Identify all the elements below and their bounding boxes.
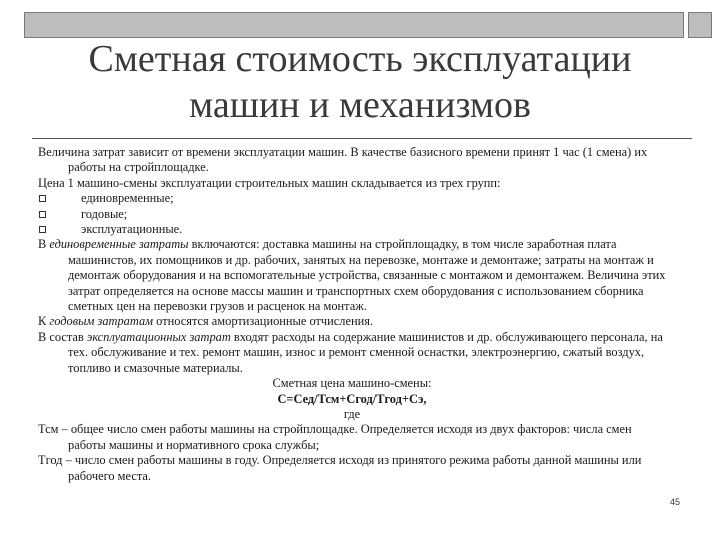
slide-body bbox=[38, 145, 666, 484]
text-prefix: В состав bbox=[38, 329, 87, 344]
formula: С=Сед/Тсм+Сгод/Тгод+Сэ, bbox=[277, 391, 427, 406]
paragraph-price-groups: Цена 1 машино-смены эксплуатации строительных машин складывается из трех групп: bbox=[38, 175, 501, 190]
text-prefix: К bbox=[38, 314, 50, 329]
list-item-label: эксплуатационные. bbox=[81, 222, 183, 237]
title-line-2: машин и механизмов bbox=[189, 84, 531, 126]
formula-caption: Сметная цена машино-смены: bbox=[272, 376, 432, 391]
square-bullet-icon bbox=[39, 226, 46, 233]
list-item bbox=[38, 207, 666, 222]
title-band bbox=[24, 12, 684, 38]
text-rest: включаются: доставка машины на стройплощадку, в том числе заработная плата машинистов, их помощников и др. рабочих, занятых на перевозке, монтаже и демонтаже; затраты на монтаж и демонтаж оборудования и на вспомогательные устройства, связанные с монтажом и демонтажем. Величина этих затрат определяется на основе массы машин и транспортных схем оборудования с использованием сборника сметных цен на перевозки грузов и расценок на монтаж. bbox=[68, 237, 666, 314]
slide-title bbox=[0, 36, 720, 128]
text-rest: входят расходы на содержание машинистов и др. обслуживающего персонала, на тех. обслуживание и тех. ремонт машин, износ и ремонт сменной оснастки, электроэнергию, сжатый воздух, топливо и смазочные материалы. bbox=[68, 329, 663, 375]
paragraph-annual-costs bbox=[38, 314, 666, 329]
paragraph-operating-costs bbox=[38, 330, 666, 376]
title-line-1: Сметная стоимость эксплуатации bbox=[88, 38, 632, 80]
title-divider bbox=[32, 138, 692, 139]
emphasis-term: эксплуатационных затрат bbox=[86, 329, 231, 344]
list-item-label: годовые; bbox=[81, 206, 128, 221]
paragraph-tsm-definition: Тсм – общее число смен работы машины на стройплощадке. Определяется исходя из двух факторов: числа смен работы машины и нормативного срока службы; bbox=[38, 422, 632, 452]
page-number: 45 bbox=[669, 497, 680, 507]
corner-block bbox=[688, 12, 712, 38]
formula-where: где bbox=[343, 406, 361, 421]
list-item-label: единовременные; bbox=[81, 191, 174, 206]
paragraph-tgod-definition: Тгод – число смен работы машины в году. Определяется исходя из принятого режима работы данной машины или рабочего места. bbox=[38, 453, 642, 483]
text-prefix: В bbox=[38, 237, 50, 252]
text-rest: относятся амортизационные отчисления. bbox=[153, 314, 374, 329]
list-item bbox=[38, 222, 666, 237]
list-item bbox=[38, 191, 666, 206]
square-bullet-icon bbox=[39, 211, 46, 218]
square-bullet-icon bbox=[39, 195, 46, 202]
emphasis-term: годовым затратам bbox=[49, 314, 154, 329]
emphasis-term: единовременные затраты bbox=[49, 237, 189, 252]
paragraph-one-time-costs bbox=[38, 237, 666, 314]
paragraph-base-time: Величина затрат зависит от времени эксплуатации машин. В качестве базисного времени принят 1 час (1 смена) их работы на стройплощадке. bbox=[38, 145, 648, 175]
